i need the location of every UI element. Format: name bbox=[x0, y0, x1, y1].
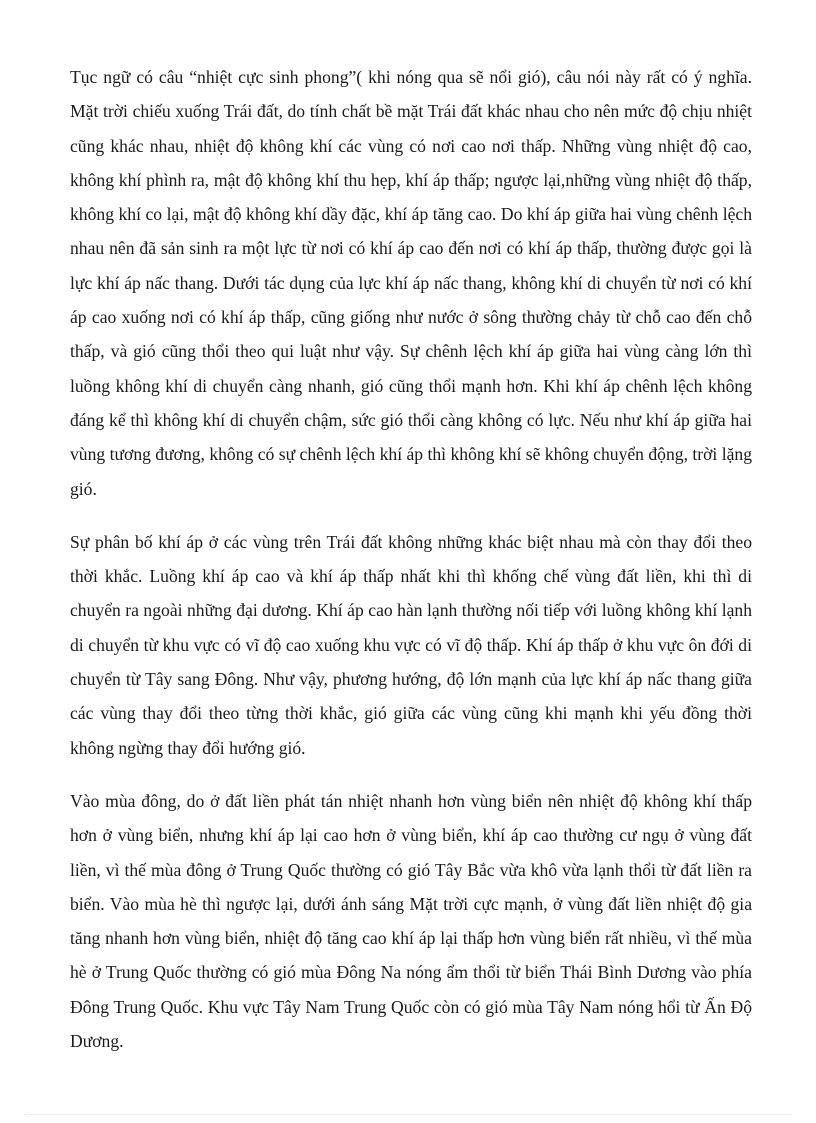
paragraph-1: Tục ngữ có câu “nhiệt cực sinh phong”( khi nóng qua sẽ nổi gió), câu nói này rất có ý nghĩa. Mặt trời chiếu xuống Trái đất, do tính chất bề mặt Trái đất khác nhau cho nên mức độ chịu nhiệt cũng khác nhau, nhiệt độ không khí các vùng có nơi cao nơi thấp. Những vùng nhiệt độ cao, không khí phình ra, mật độ không khí thu hẹp, khí áp thấp; ngược lại,những vùng nhiệt độ thấp, không khí co lại, mật độ không khí dầy đặc, khí áp tăng cao. Do khí áp giữa hai vùng chênh lệch nhau nên đã sản sinh ra một lực từ nơi có khí áp cao đến nơi có khí áp thấp, thường được gọi là lực khí áp nấc thang. Dưới tác dụng của lực khí áp nấc thang, không khí di chuyển từ nơi có khí áp cao xuống nơi có khí áp thấp, cũng giống như nước ở sông thường chảy từ chỗ cao đến chỗ thấp, và gió cũng thổi theo qui luật như vậy. Sự chênh lệch khí áp giữa hai vùng càng lớn thì luồng không khí di chuyển càng nhanh, gió cũng thổi mạnh hơn. Khi khí áp chênh lệch không đáng kể thì không khí di chuyển chậm, sức gió thổi càng không có lực. Nếu như khí áp giữa hai vùng tương đương, không có sự chênh lệch khí áp thì không khí sẽ không chuyển động, trời lặng gió. bbox=[70, 67, 752, 499]
document-body bbox=[70, 60, 752, 1077]
paragraph-2: Sự phân bố khí áp ở các vùng trên Trái đất không những khác biệt nhau mà còn thay đổi theo thời khắc. Luồng khí áp cao và khí áp thấp nhất khi thì khống chế vùng đất liền, khi thì di chuyển ra ngoài những đại dương. Khí áp cao hàn lạnh thường nối tiếp với luồng không khí lạnh di chuyển từ khu vực có vĩ độ cao xuống khu vực có vĩ độ thấp. Khí áp thấp ở khu vực ôn đới di chuyển từ Tây sang Đông. Như vậy, phương hướng, độ lớn mạnh của lực khí áp nấc thang giữa các vùng thay đổi theo từng thời khắc, gió giữa các vùng cũng khi mạnh khi yếu đồng thời không ngừng thay đổi hướng gió. bbox=[70, 531, 752, 758]
page-bottom-divider bbox=[24, 1114, 792, 1115]
paragraph-3: Vào mùa đông, do ở đất liền phát tán nhiệt nhanh hơn vùng biển nên nhiệt độ không khí thấp hơn ở vùng biển, nhưng khí áp lại cao hơn ở vùng biển, khí áp cao thường cư ngụ ở vùng đất liền, vì thế mùa đông ở Trung Quốc thường có gió Tây Bắc vừa khô vừa lạnh thổi từ đất liền ra biển. Vào mùa hè thì ngược lại, dưới ánh sáng Mặt trời cực mạnh, ở vùng đất liền nhiệt độ gia tăng nhanh hơn vùng biển, nhiệt độ tăng cao khí áp lại thấp hơn vùng biển rất nhiều, vì thế mùa hè ở Trung Quốc thường có gió mùa Đông Na nóng ẩm thổi từ biển Thái Bình Dương vào phía Đông Trung Quốc. Khu vực Tây Nam Trung Quốc còn có gió mùa Tây Nam nóng hổi từ Ấn Độ Dương. bbox=[70, 790, 752, 1052]
